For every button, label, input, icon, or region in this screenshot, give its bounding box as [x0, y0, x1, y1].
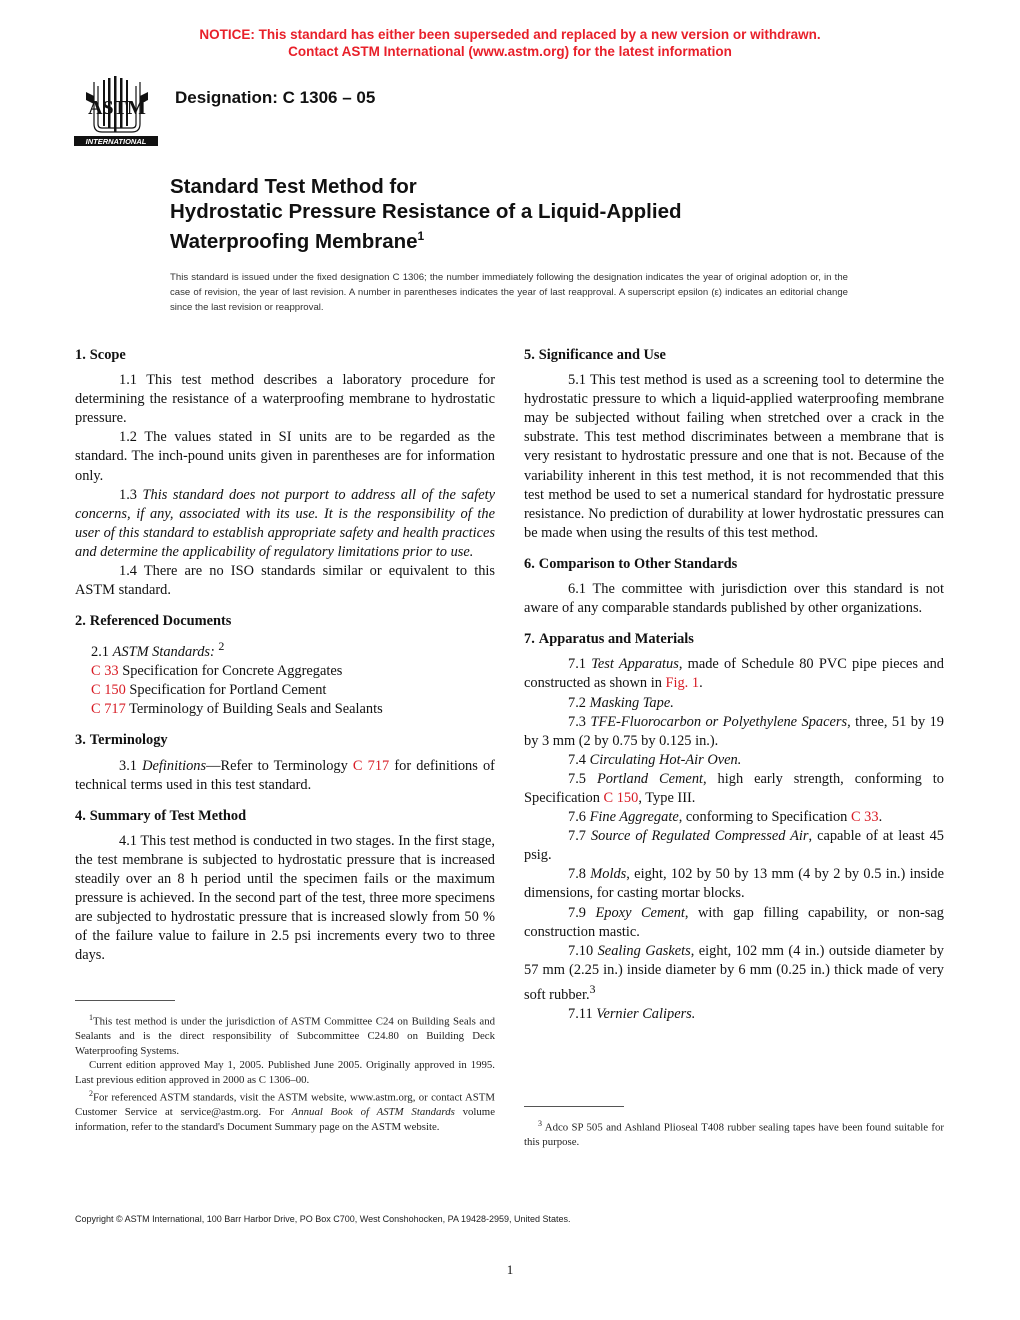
- reference-link[interactable]: C 150: [91, 682, 126, 699]
- list-item: 7.5 Portland Cement, high early strength, conforming to Specification C 150, Type III.: [524, 770, 944, 806]
- section-summary: [75, 807, 495, 966]
- section-heading: 7. Apparatus and Materials: [524, 631, 694, 648]
- list-item: 7.8 Molds, eight, 102 by 50 by 13 mm (4 by 2 by 0.5 in.) inside dimensions, for casting mortar blocks.: [524, 866, 944, 902]
- footnote-divider: [75, 1000, 175, 1001]
- footnotes-right: [524, 1117, 944, 1150]
- reference-link[interactable]: C 33: [91, 663, 119, 680]
- title-line-3: Waterproofing Membrane$^1$: [170, 229, 425, 253]
- reference-link[interactable]: C 717: [91, 701, 126, 718]
- list-item: 7.6 Fine Aggregate, conforming to Specification C 33.: [568, 809, 883, 826]
- svg-text:INTERNATIONAL: INTERNATIONAL: [85, 137, 147, 146]
- section-heading: 6. Comparison to Other Standards: [524, 555, 738, 572]
- footnotes-left: [75, 1011, 495, 1134]
- reference-link[interactable]: C 717: [352, 757, 390, 774]
- paragraph: 4.1 This test method is conducted in two stages. In the first stage, the test membrane is subjected to hydrostatic pressure that is increased steadily over an 8 h period until the specimen fails or the maximum pressure is achieved. In the second part of the test, three more specimens are subjected to hydrostatic pressure that is increased slowly from 50 % of the failure value to failure in 2.5 psi increments every two to three days.: [75, 832, 495, 964]
- copyright: Copyright © ASTM International, 100 Barr Harbor Drive, PO Box C700, West Conshohocken, PA 19428-2959, United States.: [75, 1214, 571, 1224]
- left-column: [75, 346, 495, 978]
- section-heading: 2. Referenced Documents: [75, 613, 232, 630]
- paragraph: 3.1 Definitions—Refer to Terminology C 717 for definitions of technical terms used in this test standard.: [75, 757, 495, 793]
- page-number: 1: [506, 1262, 514, 1277]
- right-column: [524, 346, 944, 1036]
- paragraph: 5.1 This test method is used as a screening tool to determine the hydrostatic pressure to which a liquid-applied waterproofing membrane may be subjected without failing when stretched over a crack in the substrate. This test method discriminates between a membrane that is very resistant to hydrostatic pressure and one that is not. Because of the variability inherent in this test method, it is not recommended that this test method be used to set a numerical standard for hydrostatic pressure resistance. No prediction of durability at lower hydrostatic pressures can be made when using the results of this test method.: [524, 372, 944, 541]
- svg-text:ASTM: ASTM: [88, 97, 146, 119]
- section-referenced-documents: [75, 612, 495, 719]
- reference-item: C 33 Specification for Concrete Aggregates: [91, 663, 343, 680]
- section-scope: [75, 346, 495, 600]
- list-item: 7.4 Circulating Hot-Air Oven.: [568, 751, 742, 768]
- paragraph: 1.3 This standard does not purport to address all of the safety concerns, if any, associated with its use. It is the responsibility of the user of this standard to establish appropriate safety and health practices and determine the applicability of regulatory limitations prior to use.: [75, 486, 495, 560]
- footnote: $^2$For referenced ASTM standards, visit the ASTM website, www.astm.org, or contact ASTM Customer Service at service@astm.org. For Annual Book of ASTM Standards volume information, refer to the standard's Document Summary page on the ASTM website.: [75, 1089, 495, 1133]
- footnote: $^1$This test method is under the jurisdiction of ASTM Committee C24 on Building Seals and Sealants and is the direct responsibility of Subcommittee C24.80 on Building Deck Waterproofing Systems.: [75, 1013, 495, 1057]
- astm-logo: [68, 74, 164, 154]
- list-item: 7.2 Masking Tape.: [568, 694, 674, 711]
- paragraph: 1.4 There are no ISO standards similar or equivalent to this ASTM standard.: [75, 563, 495, 599]
- section-heading: 5. Significance and Use: [524, 347, 666, 363]
- notice-line-2: Contact ASTM International (www.astm.org) for the latest information: [288, 44, 732, 59]
- section-heading: 4. Summary of Test Method: [75, 807, 247, 824]
- title-footnote-mark[interactable]: 1: [417, 229, 425, 243]
- reference-link[interactable]: C 33: [850, 809, 879, 826]
- reference-item: C 150 Specification for Portland Cement: [91, 682, 327, 699]
- list-item: 7.7 Source of Regulated Compressed Air, capable of at least 45 psig.: [524, 828, 944, 864]
- list-item: 7.3 TFE-Fluorocarbon or Polyethylene Spacers, three, 51 by 19 by 3 mm (2 by 0.75 by 0.125 in.).: [524, 713, 944, 749]
- astm-international-logo-icon: [68, 74, 164, 154]
- list-item: 7.9 Epoxy Cement, with gap filling capability, or non-sag construction mastic.: [524, 904, 944, 940]
- section-heading: 3. Terminology: [75, 732, 168, 749]
- figure-link[interactable]: Fig. 1: [665, 675, 700, 692]
- issued-note: This standard is issued under the fixed designation C 1306; the number immediately following the designation indicates the year of original adoption or, in the case of revision, the year of last revision. A number in parentheses indicates the year of last reapproval. A superscript epsilon (ε) indicates an editorial change since the last revision or reapproval.: [170, 272, 848, 313]
- paragraph: 2.1 ASTM Standards: $^2$: [91, 639, 225, 661]
- footnote-divider: [524, 1106, 624, 1107]
- section-significance: [524, 346, 944, 543]
- footnote: $^3$ Adco SP 505 and Ashland Plioseal T408 rubber sealing tapes have been found suitable for this purpose.: [524, 1119, 944, 1149]
- section-comparison: [524, 555, 944, 618]
- designation: Designation: C 1306 – 05: [175, 88, 376, 107]
- section-terminology: [75, 731, 495, 794]
- notice-banner: [0, 26, 1020, 60]
- section-apparatus: [524, 630, 944, 1024]
- title-line-1: Standard Test Method for: [170, 175, 417, 198]
- paragraph: 1.1 This test method describes a laboratory procedure for determining the resistance of a waterproofing membrane to hydrostatic pressure.: [75, 372, 495, 427]
- paragraph: 1.2 The values stated in SI units are to be regarded as the standard. The inch-pound units given in parentheses are for information only.: [75, 429, 495, 484]
- footnote: Current edition approved May 1, 2005. Published June 2005. Originally approved in 1995. Last previous edition approved in 2000 as C 1306–00.: [75, 1059, 495, 1086]
- section-heading: 1. Scope: [75, 347, 126, 363]
- list-item: 7.1 Test Apparatus, made of Schedule 80 PVC pipe pieces and constructed as shown in Fig. 1.: [524, 656, 944, 692]
- notice-line-1: NOTICE: This standard has either been superseded and replaced by a new version or withdrawn.: [199, 27, 821, 42]
- document-title: [170, 174, 870, 254]
- title-line-2: Hydrostatic Pressure Resistance of a Liquid-Applied: [170, 200, 682, 223]
- list-item: 7.11 Vernier Calipers.: [568, 1005, 696, 1022]
- list-item: 7.10 Sealing Gaskets, eight, 102 mm (4 in.) outside diameter by 57 mm (2.25 in.) inside diameter by 6 mm (0.25 in.) thick made of very soft rubber.$^3$: [524, 942, 944, 1003]
- paragraph: 6.1 The committee with jurisdiction over this standard is not aware of any comparable standards published by other organizations.: [524, 581, 944, 617]
- reference-link[interactable]: C 150: [603, 789, 639, 806]
- reference-item: C 717 Terminology of Building Seals and Sealants: [91, 701, 383, 718]
